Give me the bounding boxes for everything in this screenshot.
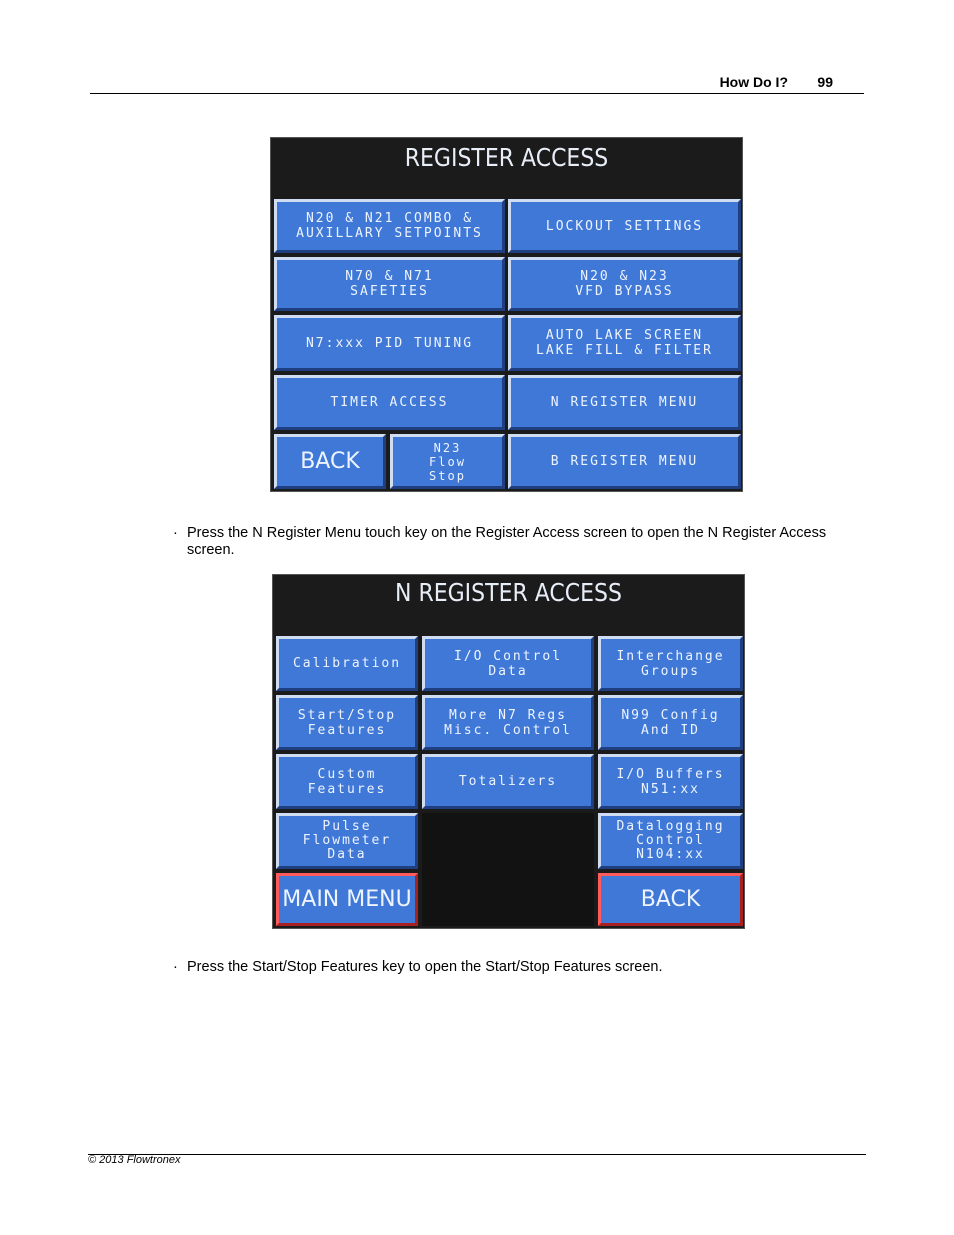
io-control-data-button[interactable]: I/O Control Data [422, 636, 594, 691]
vfd-bypass-button[interactable]: N20 & N23 VFD BYPASS [508, 257, 741, 311]
start-stop-features-button[interactable]: Start/Stop Features [276, 695, 418, 750]
register-access-title: REGISTER ACCESS [404, 144, 609, 173]
empty-cell [422, 813, 594, 926]
totalizers-button[interactable]: Totalizers [422, 754, 594, 809]
b-register-menu-button[interactable]: B REGISTER MENU [508, 434, 741, 489]
n99-config-button[interactable]: N99 Config And ID [598, 695, 743, 750]
safeties-button[interactable]: N70 & N71 SAFETIES [274, 257, 505, 311]
timer-access-button[interactable]: TIMER ACCESS [274, 375, 505, 430]
header-title: How Do I? [719, 74, 788, 90]
instruction-text: Press the N Register Menu touch key on the Register Access screen to open the N Register Access screen. [187, 525, 827, 558]
instruction-n-register [173, 525, 833, 559]
footer-copyright: © 2013 Flowtronex [88, 1154, 181, 1166]
pid-tuning-button[interactable]: N7:xxx PID TUNING [274, 315, 505, 371]
n-register-access-title: N REGISTER ACCESS [395, 579, 622, 608]
instruction-text: Press the Start/Stop Features key to open the Start/Stop Features screen. [187, 959, 663, 975]
io-buffers-button[interactable]: I/O Buffers N51:xx [598, 754, 743, 809]
datalogging-control-button[interactable]: Datalogging Control N104:xx [598, 813, 743, 869]
main-menu-button[interactable]: MAIN MENU [276, 873, 418, 926]
auto-lake-screen-button[interactable]: AUTO LAKE SCREEN LAKE FILL & FILTER [508, 315, 741, 371]
instruction-start-stop [173, 959, 833, 976]
page-header [90, 72, 864, 94]
footer-divider [88, 1154, 866, 1155]
lockout-settings-button[interactable]: LOCKOUT SETTINGS [508, 199, 741, 253]
custom-features-button[interactable]: Custom Features [276, 754, 418, 809]
bullet-mark: · [173, 959, 178, 975]
combo-auxillary-setpoints-button[interactable]: N20 & N21 COMBO & AUXILLARY SETPOINTS [274, 199, 505, 253]
bullet-mark: · [173, 525, 178, 541]
register-access-screenshot [270, 137, 743, 492]
more-n7-regs-button[interactable]: More N7 Regs Misc. Control [422, 695, 594, 750]
page-number: 99 [817, 74, 833, 90]
back-button[interactable]: BACK [274, 434, 386, 489]
flow-stop-button[interactable]: N23 Flow Stop [390, 434, 505, 489]
interchange-groups-button[interactable]: Interchange Groups [598, 636, 743, 691]
pulse-flowmeter-data-button[interactable]: Pulse Flowmeter Data [276, 813, 418, 869]
back-button[interactable]: BACK [598, 873, 743, 926]
calibration-button[interactable]: Calibration [276, 636, 418, 691]
n-register-menu-button[interactable]: N REGISTER MENU [508, 375, 741, 430]
n-register-access-screenshot [272, 574, 745, 929]
